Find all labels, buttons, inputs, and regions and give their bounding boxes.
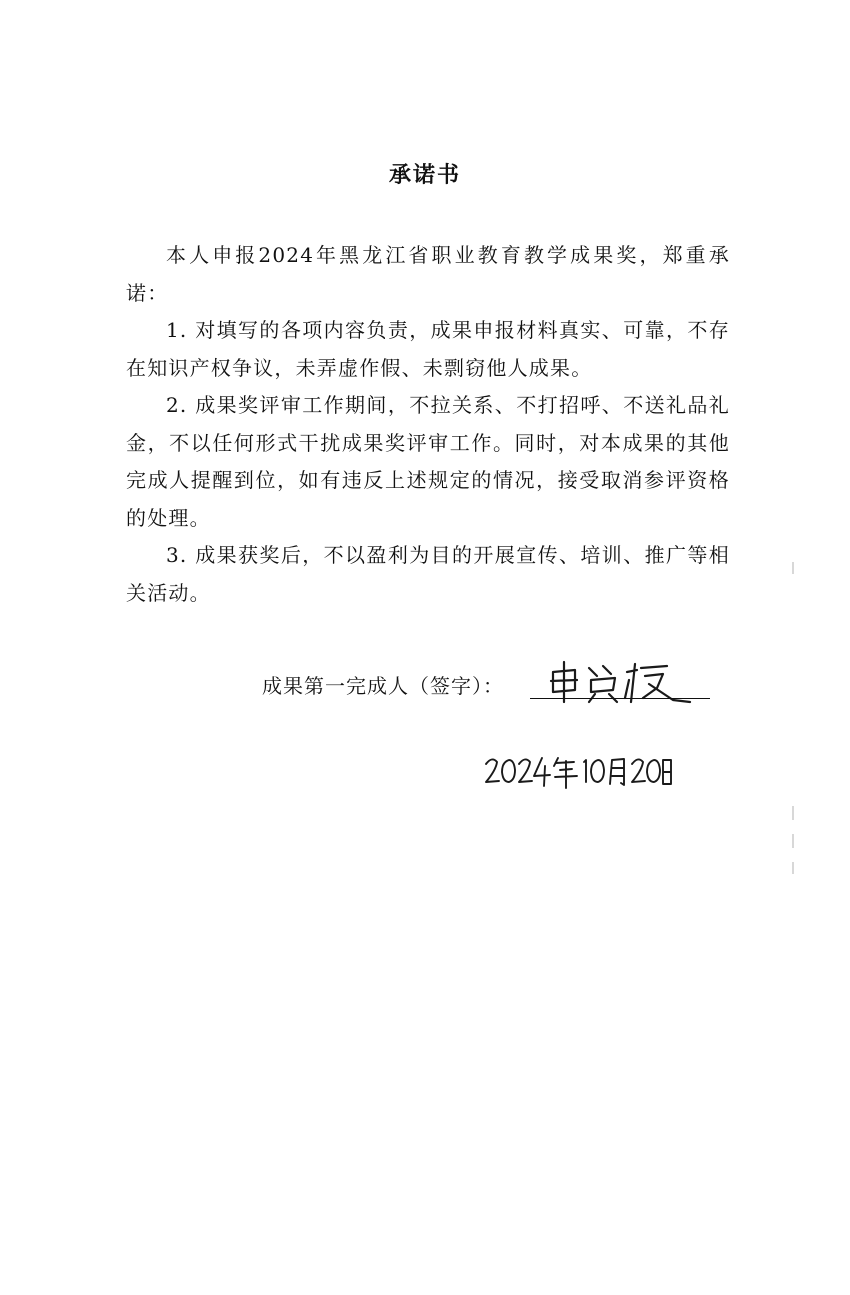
signature-underline [530,698,710,699]
scan-edge-mark [792,862,794,874]
intro-paragraph: 本人申报2024年黑龙江省职业教育教学成果奖，郑重承诺： [126,243,730,305]
scan-edge-mark [792,834,794,848]
signature-label: 成果第一完成人（签字）： [262,674,504,698]
commitment-item-3: 3. 成果获奖后，不以盈利为目的开展宣传、培训、推广等相关活动。 [126,543,730,605]
document-body [126,237,730,612]
scan-edge-mark [792,806,794,820]
commitment-item-1: 1. 对填写的各项内容负责，成果申报材料真实、可靠，不存在知识产权争议，未弄虚作假、未剽窃他人成果。 [126,318,730,380]
commitment-item-2: 2. 成果奖评审工作期间，不拉关系、不打招呼、不送礼品礼金，不以任何形式干扰成果奖评审工作。同时，对本成果的其他完成人提醒到位，如有违反上述规定的情况，接受取消参评资格的处理。 [126,393,730,530]
scan-edge-mark [792,562,794,574]
handwritten-date [482,752,672,790]
document-title: 承诺书 [388,163,461,188]
